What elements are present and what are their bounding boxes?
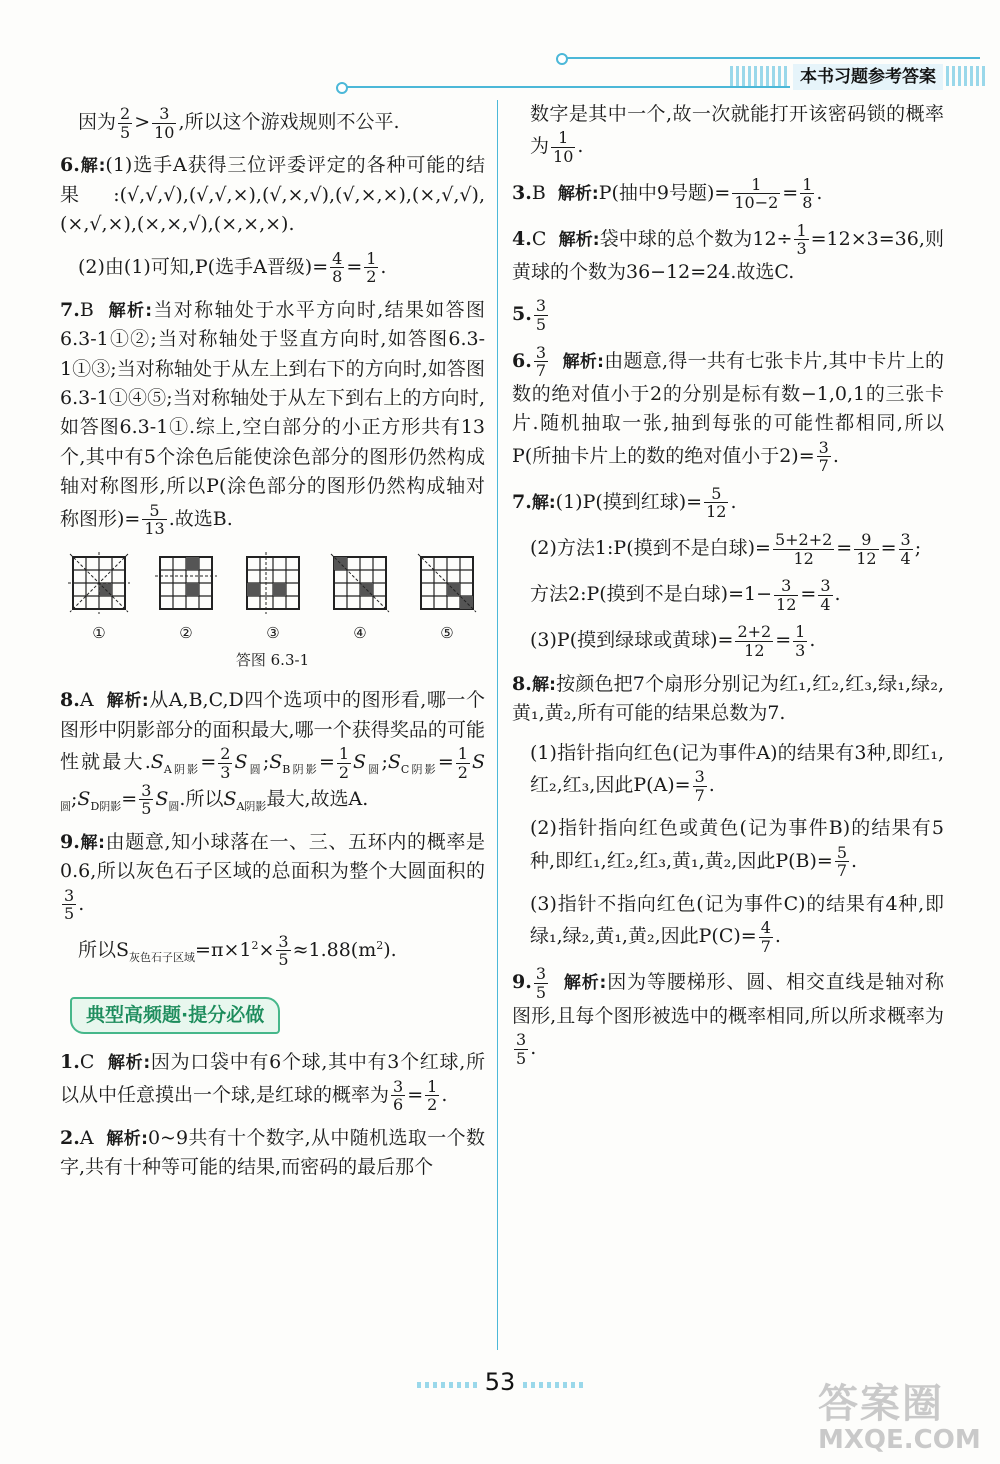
figure-row [68, 552, 478, 645]
numerator: 5 [704, 485, 728, 504]
numerator: 3 [278, 931, 289, 951]
practice-answer-7-method2 [512, 577, 944, 613]
fraction [337, 745, 351, 781]
column-divider [497, 100, 498, 1350]
denominator: 12 [793, 548, 814, 568]
numerator: 5 [836, 842, 848, 862]
operator: = [800, 583, 817, 606]
question-number: 9. [512, 971, 532, 994]
figure-label: ② [179, 623, 193, 642]
superscript: 2 [376, 938, 384, 952]
numerator: 3 [694, 766, 705, 786]
question-number: 7. [60, 298, 80, 321]
question-number: 6. [60, 154, 80, 177]
answer-continuation [60, 105, 485, 141]
numerator: 2 [220, 744, 231, 764]
text: . [834, 583, 841, 606]
fraction [732, 176, 780, 212]
fraction [704, 485, 728, 521]
math-var: S [269, 751, 283, 774]
numerator: 1 [551, 129, 575, 148]
numerator: 2 [120, 104, 131, 123]
denominator: 2 [338, 762, 350, 782]
grid-figure-1 [68, 552, 130, 645]
text: 因为 [78, 111, 117, 134]
choice: A [79, 689, 94, 712]
denominator: 5 [535, 315, 547, 335]
answer-label: 解析: [557, 183, 599, 204]
practice-answer-8-part2 [512, 814, 944, 880]
text: . [441, 1083, 448, 1106]
answer-text: 数字是其中一个,故一次就能打开该密码锁的概率为 [530, 103, 944, 158]
practice-answer-9 [512, 965, 944, 1067]
subscript: 圆 [247, 763, 263, 777]
answer-label: 解析: [106, 691, 149, 712]
denominator: 2 [366, 267, 377, 287]
denominator: 3 [795, 641, 806, 661]
answer-label: 解析: [106, 1129, 148, 1149]
practice-answer-7 [512, 485, 944, 521]
fraction [142, 502, 166, 538]
denominator: 4 [900, 548, 911, 568]
numerator: 3 [535, 964, 547, 984]
numerator: 1 [796, 220, 807, 240]
operator: = [782, 181, 799, 204]
fraction [364, 250, 378, 286]
text: P(抽中9号题)= [598, 181, 731, 204]
denominator: 10 [154, 122, 175, 142]
numerator: 3 [152, 105, 176, 124]
answer-text: 由题意,知小球落在一、三、五环内的概率是0.6,所以灰色石子区域的总面积为整个大圆面积的 [60, 830, 485, 883]
choice: B [531, 181, 546, 204]
math-var: S [155, 787, 169, 810]
denominator: 8 [332, 267, 343, 287]
grid-figure-2 [155, 552, 217, 645]
text: .所以 [179, 787, 224, 810]
text: ≈1.88(m [292, 938, 377, 961]
header-rule-lower [340, 86, 790, 88]
operator: = [775, 629, 792, 652]
figure-label: ① [92, 623, 106, 642]
fraction [62, 887, 76, 923]
numerator: 3 [900, 530, 911, 550]
practice-answer-2 [60, 1124, 485, 1183]
answer-text: (2)指针指向红色或黄色(记为事件B)的结果有5种,即红₁,红₂,红₃,黄₁,黄₂,因此P(B)= [530, 817, 944, 872]
numerator: 1 [338, 744, 350, 764]
denominator: 7 [694, 785, 705, 805]
operator: = [318, 751, 335, 774]
fraction [793, 623, 807, 659]
practice-answer-5 [512, 297, 944, 333]
operator: = [437, 751, 454, 774]
numerator: 4 [332, 248, 343, 268]
math-var: S [387, 751, 401, 774]
numerator: 2+2 [737, 622, 772, 642]
denominator: 5 [141, 799, 152, 819]
numerator: 3 [820, 576, 831, 596]
header-dot [556, 53, 568, 65]
math-var: S [353, 751, 367, 774]
numerator: 1 [366, 248, 377, 268]
subscript: B阴影 [282, 763, 319, 777]
text: . [730, 490, 737, 513]
operator: = [880, 537, 897, 560]
answer-6-part2 [60, 250, 485, 286]
numerator: 1 [802, 174, 813, 194]
subscript: A阴影 [236, 799, 267, 813]
text: . [851, 849, 858, 872]
answer-text: (3)指针不指向红色(记为事件C)的结果有4种,即绿₁,绿₂,黄₁,黄₂,因此P(C)= [530, 892, 944, 948]
subscript: 圆 [366, 763, 382, 777]
denominator: 7 [760, 936, 771, 956]
practice-answer-3 [512, 176, 944, 212]
denominator: 8 [802, 193, 813, 213]
grid-figure-5-svg [416, 552, 478, 614]
fraction [276, 933, 290, 969]
numerator: 3 [393, 1076, 404, 1096]
denominator: 12 [856, 548, 877, 568]
choice: A [79, 1127, 94, 1149]
figure-caption: 答图 6.3-1 [235, 651, 310, 670]
text: .故选B. [168, 507, 233, 530]
numerator: 3 [818, 437, 829, 457]
numerator: 1 [732, 176, 780, 195]
operator: = [200, 751, 217, 774]
watermark [818, 1372, 981, 1455]
denominator: 5 [278, 950, 289, 970]
denominator: 10 [553, 147, 574, 167]
answer-text: 按颜色把7个扇形分别记为红₁,红₂,红₃,绿₁,绿₂,黄₁,黄₂,所有可能的结果总数为7. [512, 672, 944, 725]
text: ; [914, 537, 922, 560]
denominator: 10−2 [734, 193, 779, 213]
denominator: 5 [535, 982, 547, 1002]
choice: C [531, 227, 547, 250]
text: . [809, 629, 816, 652]
numerator: 1 [427, 1076, 438, 1096]
text: . [774, 925, 781, 948]
fraction [152, 105, 176, 141]
denominator: 12 [744, 641, 765, 661]
numerator: 1 [795, 622, 806, 642]
grid-figure-1-svg [68, 552, 130, 614]
text: =12×3=36,则黄球的个数为36−12=24.故选C. [512, 227, 944, 283]
grid-figure-2-svg [155, 552, 217, 614]
figure-label: ③ [266, 623, 280, 642]
answer-text: (1)选手A获得三位评委评定的各种可能的结果:(√,√,√),(√,√,×),(√,×,√),(√,×,×),(×,√,√),(×,√,×),(×,×,√),(×,×,×). [60, 154, 485, 236]
numerator: 1 [457, 744, 468, 764]
fraction [693, 768, 707, 804]
answer-label: 解析: [107, 1053, 151, 1074]
denominator: 12 [776, 594, 797, 614]
fraction [534, 965, 548, 1001]
fraction [391, 1078, 405, 1114]
fraction [425, 1078, 439, 1114]
question-number: 2. [60, 1127, 80, 1149]
answer-text: 因为口袋中有6个球,其中有3个红球,所以从中任意摸出一个球,是红球的概率为 [60, 1051, 485, 1106]
numerator: 3 [516, 1030, 527, 1049]
footer-deco-right [523, 1382, 583, 1388]
header-dot-lower [336, 82, 348, 94]
fraction [456, 745, 470, 781]
answer-label: 解析: [563, 973, 607, 994]
answer-label: 解析: [108, 300, 153, 321]
fraction [118, 105, 132, 141]
fraction [794, 222, 808, 258]
fraction [817, 439, 831, 475]
fraction [218, 745, 232, 781]
question-number: 8. [60, 689, 80, 712]
question-number: 8. [512, 672, 532, 695]
practice-answer-8-part3 [512, 890, 944, 956]
math-var: S [223, 787, 237, 810]
text: (3)P(摸到绿球或黄球)= [530, 629, 734, 652]
question-number: 7. [512, 490, 532, 513]
page-number: 53 [484, 1368, 516, 1396]
text: . [530, 1037, 537, 1060]
question-number: 1. [60, 1051, 80, 1074]
answer-label: 解析: [558, 229, 600, 250]
fraction [551, 129, 575, 165]
denominator: 3 [796, 239, 807, 259]
question-number: 4. [512, 227, 532, 250]
practice-answer-7-part3 [512, 623, 944, 659]
practice-answer-1 [60, 1048, 485, 1114]
answer-label: 解: [79, 832, 105, 853]
numerator: 5+2+2 [774, 530, 833, 550]
answer-8 [60, 686, 485, 817]
fraction [774, 577, 798, 613]
header-stripes-right [946, 66, 986, 86]
denominator: 7 [535, 361, 547, 381]
answer-label: 解: [531, 674, 556, 695]
header-stripes [730, 66, 790, 86]
fraction [139, 782, 153, 818]
text: . [78, 892, 85, 915]
answer-text: 从A,B,C,D四个选项中的图形看,哪一个图形中阴影部分的面积最大,哪一个获得奖品的可能性就最大. [60, 689, 485, 774]
choice: C [79, 1051, 95, 1074]
answer-6 [60, 151, 485, 239]
denominator: 7 [836, 861, 848, 881]
fraction [818, 577, 832, 613]
practice-answer-6 [512, 344, 944, 475]
fraction [800, 176, 814, 212]
text: ; [71, 787, 78, 810]
denominator: 2 [457, 762, 468, 782]
watermark-url: MXQE.COM [818, 1425, 981, 1455]
question-number: 9. [60, 830, 80, 853]
grid-figure-5 [416, 552, 478, 645]
grid-figure-4 [329, 552, 391, 645]
section-banner: 典型高频题·提分必做 [70, 997, 280, 1034]
text: . [577, 135, 584, 158]
operator: = [407, 1083, 424, 1106]
practice-answer-4 [512, 222, 944, 288]
math-var: S [234, 751, 248, 774]
answer-9 [60, 828, 485, 923]
numerator: 4 [760, 918, 771, 938]
denominator: 5 [64, 904, 75, 924]
operator: > [134, 111, 151, 134]
header-title: 本书习题参考答案 [793, 64, 943, 90]
text: (1)P(摸到红球)= [555, 490, 703, 513]
numerator: 3 [535, 296, 547, 316]
text: (2)方法1:P(摸到不是白球)= [530, 537, 771, 560]
numerator: 3 [535, 342, 547, 362]
text: . [380, 255, 387, 278]
superscript: 2 [251, 938, 259, 952]
text: ; [381, 751, 388, 774]
denominator: 7 [818, 456, 829, 476]
fraction [773, 531, 834, 567]
text: ). [383, 938, 397, 961]
text: . [708, 774, 715, 797]
text: . [816, 181, 823, 204]
answer-text: 当对称轴处于水平方向时,结果如答图6.3-1①②;当对称轴处于竖直方向时,如答图6.3-1①③;当对称轴处于从左上到右下的方向时,如答图6.3-1①④⑤;当对称轴处于从左下到右上的方向时,如答图6.3-1①.综上,空白部分的小正方形共有13个,其中有5个涂色后能使涂色部分的图形仍然构成轴对称图形,所以P(涂色部分的图形仍然构成轴对称图形)= [60, 298, 485, 530]
question-number: 6. [512, 349, 532, 372]
fraction [534, 297, 548, 333]
text: . [832, 444, 839, 467]
answer-9-formula [60, 933, 485, 969]
text: ; [262, 751, 270, 774]
fraction [759, 919, 773, 955]
operator: × [258, 938, 275, 961]
header-rule [560, 57, 980, 59]
answer-text: (1)指针指向红色(记为事件A)的结果有3种,即红₁,红₂,红₃,因此P(A)= [530, 741, 944, 797]
subscript: A阴影 [163, 763, 201, 777]
practice-answer-7-part2 [512, 531, 944, 567]
practice-answer-8 [512, 670, 944, 729]
text: 方法2:P(摸到不是白球)=1− [530, 583, 773, 606]
denominator: 3 [220, 762, 231, 782]
answer-text: 最大,故选A. [266, 787, 369, 810]
denominator: 5 [120, 122, 131, 142]
numerator: 9 [854, 531, 878, 550]
math-var: S [471, 751, 486, 774]
answer-label: 解析: [562, 351, 604, 372]
denominator: 5 [516, 1048, 527, 1068]
fraction [330, 250, 344, 286]
numerator: 5 [142, 502, 166, 521]
grid-figure-4-svg [329, 552, 391, 614]
text: 袋中球的总个数为12÷ [599, 227, 793, 250]
left-column [60, 105, 485, 1193]
fraction [835, 844, 849, 880]
fraction [534, 344, 548, 380]
denominator: 12 [706, 502, 727, 522]
numerator: 3 [774, 577, 798, 596]
fraction [735, 623, 773, 659]
subscript: 灰色石子区域 [129, 950, 196, 964]
text: ,所以这个游戏规则不公平. [178, 111, 400, 134]
figure-label: ⑤ [440, 623, 454, 642]
denominator: 4 [820, 594, 831, 614]
answer-label: 解: [531, 492, 556, 513]
choice: B [79, 298, 94, 321]
operator: = [836, 537, 853, 560]
grid-figure-3-svg [242, 552, 304, 614]
denominator: 13 [144, 519, 165, 539]
answer-text: 因为等腰梯形、圆、相交直线是轴对称图形,且每个图形被选中的概率相同,所以所求概率为 [512, 971, 944, 1027]
practice-answer-8-part1 [512, 739, 944, 805]
question-number: 5. [512, 303, 532, 326]
math-var: S [77, 787, 91, 810]
answer-text: 0~9共有十个数字,从中随机选取一个数字,共有十种等可能的结果,而密码的最后那个 [60, 1127, 485, 1179]
answer-label: 解: [79, 156, 106, 177]
answer-text: 由题意,得一共有七张卡片,其中卡片上的数的绝对值小于2的分别是标有数−1,0,1的三张卡片.随机抽取一张,抽到每张的可能性都相同,所以P(所抽卡片上的数的绝对值小于2)= [512, 349, 944, 467]
answer-7 [60, 296, 485, 538]
numerator: 3 [141, 780, 152, 800]
practice-answer-2-continued [512, 100, 944, 166]
denominator: 6 [393, 1095, 404, 1115]
subscript: C阴影 [400, 763, 438, 777]
subscript: 圆 [168, 799, 180, 813]
fraction [514, 1031, 528, 1067]
text: =π×1 [195, 938, 252, 961]
math-var: S [150, 751, 164, 774]
operator: = [121, 787, 138, 810]
figure-label: ④ [353, 623, 367, 642]
question-number: 3. [512, 181, 532, 204]
text: (2)由(1)可知,P(选手A晋级)= [78, 255, 329, 278]
footer-deco-left [417, 1382, 477, 1388]
subscript: D阴影 [90, 799, 122, 813]
operator: = [346, 255, 363, 278]
right-column [512, 100, 944, 1077]
fraction [899, 531, 913, 567]
fraction [854, 531, 878, 567]
denominator: 2 [427, 1095, 438, 1115]
watermark-logo-text: 答案圈 [818, 1381, 944, 1427]
grid-figure-3 [242, 552, 304, 645]
numerator: 3 [64, 885, 75, 905]
text: 所以S [78, 938, 130, 961]
subscript: 圆 [60, 799, 71, 813]
